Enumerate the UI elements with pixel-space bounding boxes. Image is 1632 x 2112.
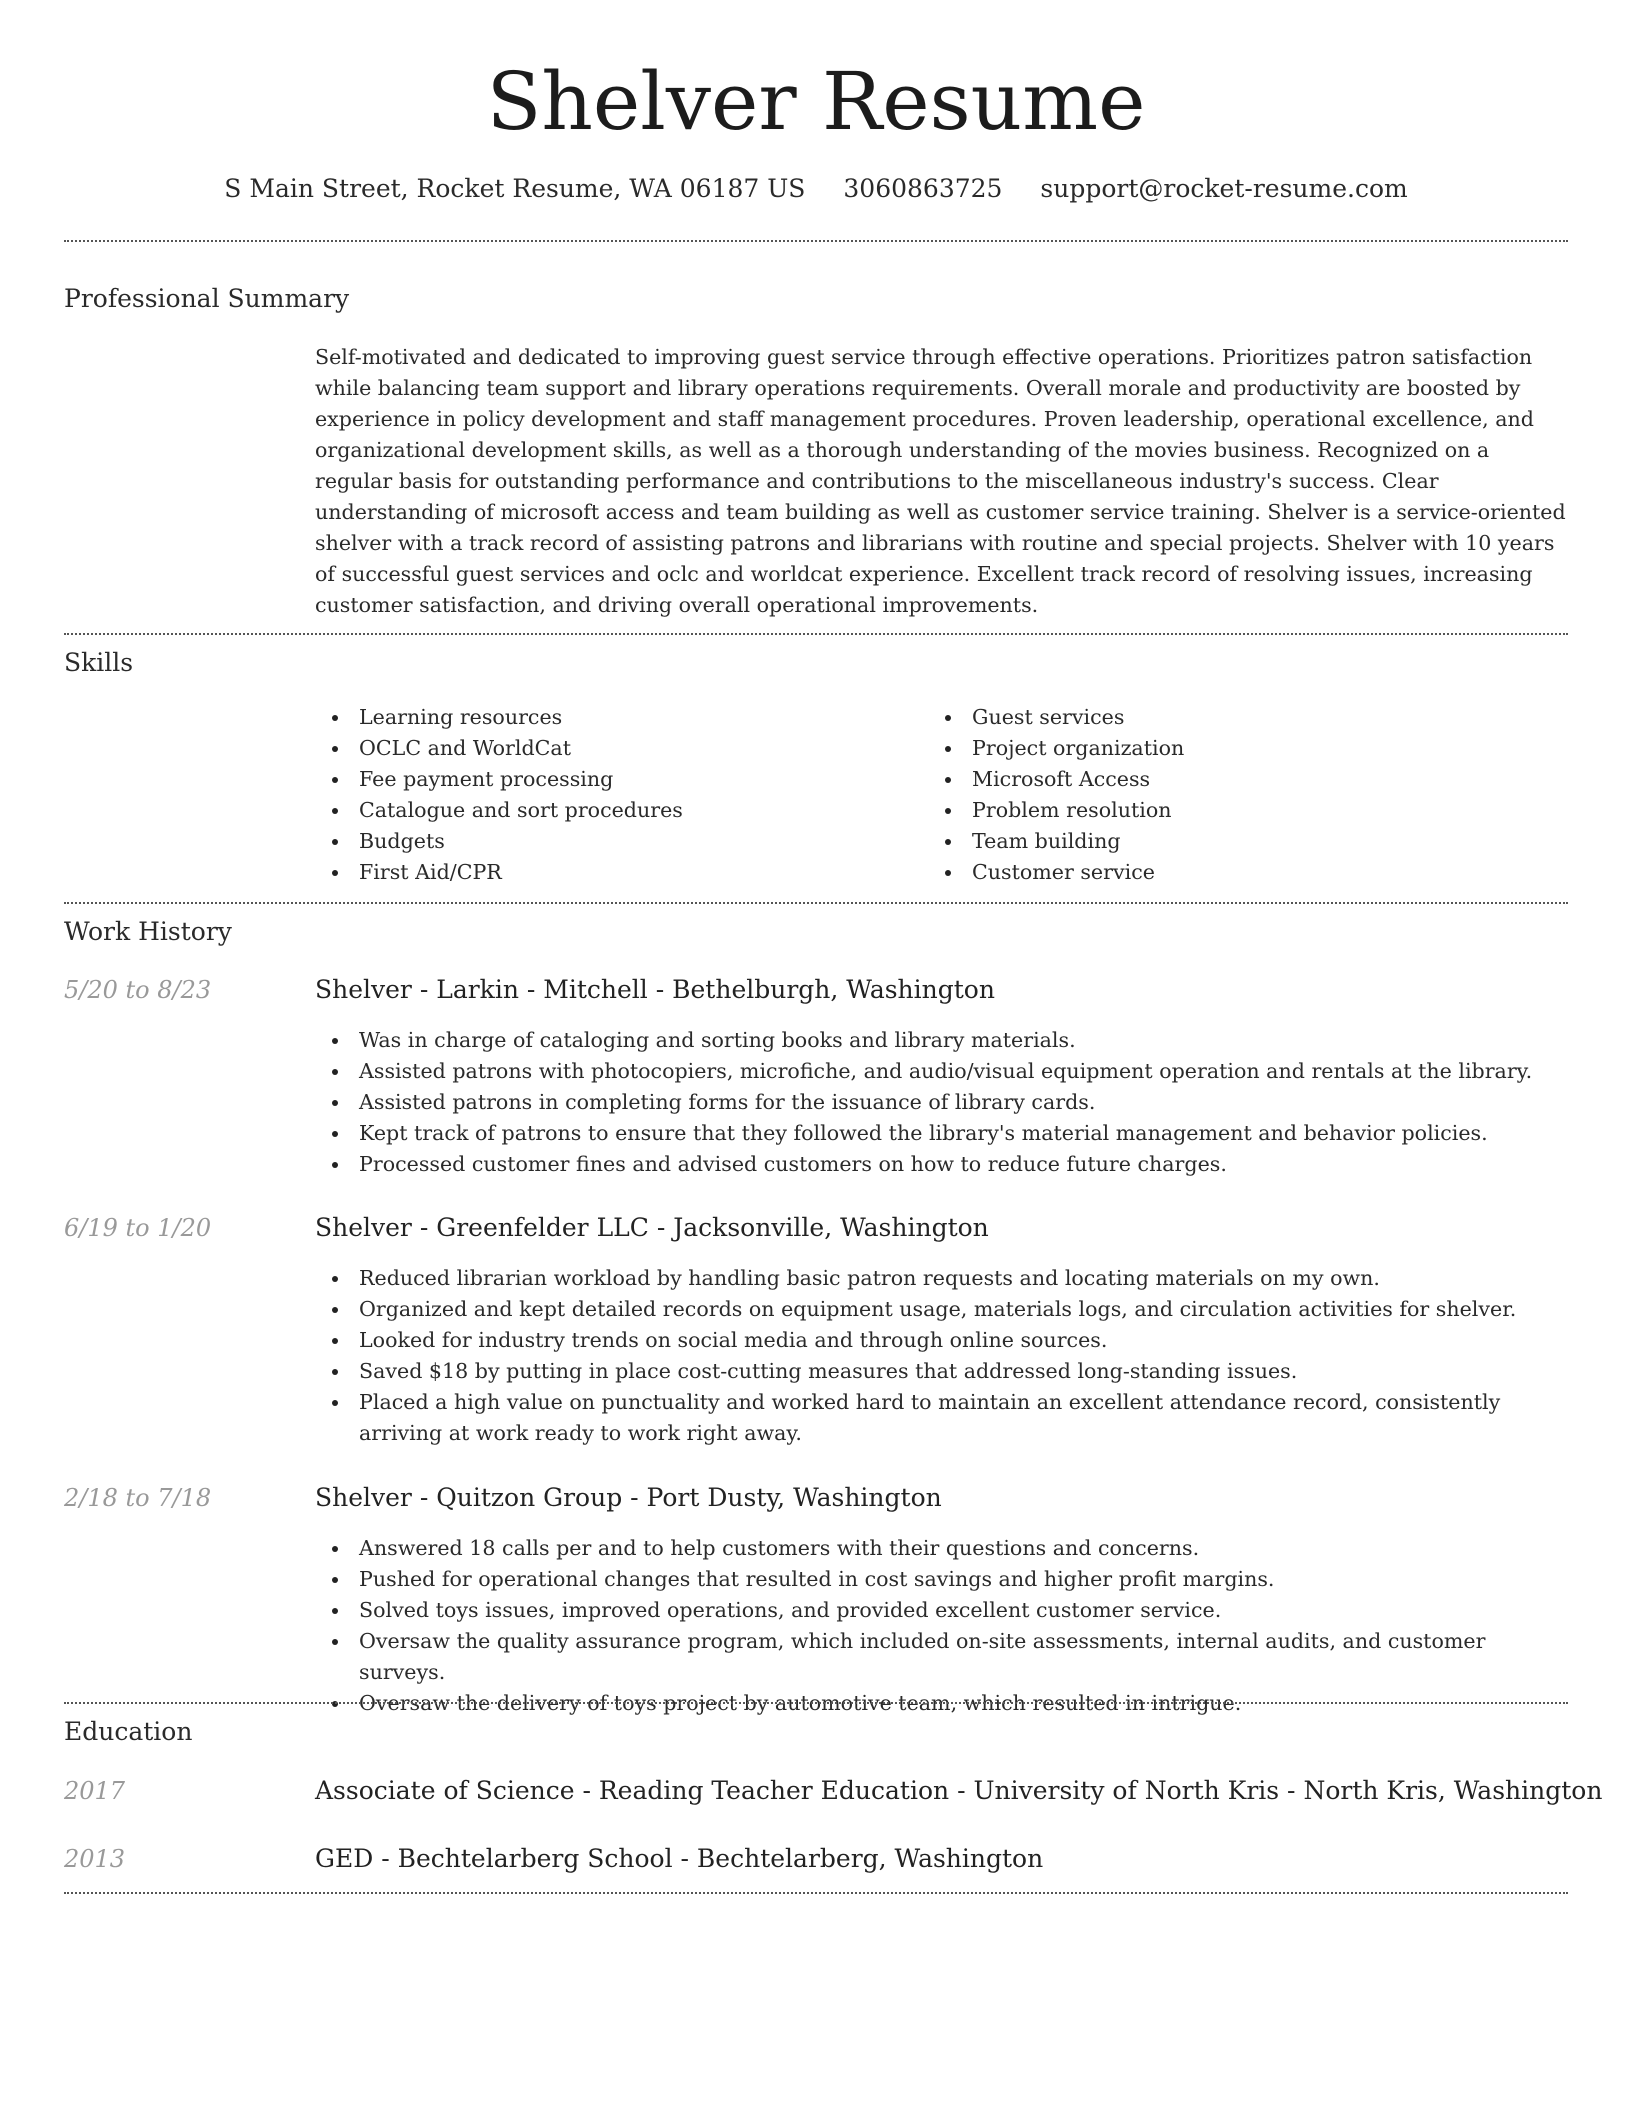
job-bullet: Organized and kept detailed records on equipment usage, materials logs, and circulation activities for shelver. xyxy=(315,1294,1568,1325)
job-bullet: Kept track of patrons to ensure that they followed the library's material management and behavior policies. xyxy=(315,1118,1568,1149)
skill-item: Microsoft Access xyxy=(928,764,1528,795)
skill-item: Project organization xyxy=(928,733,1528,764)
divider xyxy=(64,633,1568,635)
skill-item: Team building xyxy=(928,826,1528,857)
education-year: 2017 xyxy=(64,1777,126,1805)
contact-line xyxy=(0,172,1632,206)
job-bullets xyxy=(315,1533,1568,1719)
skill-item: Catalogue and sort procedures xyxy=(315,795,915,826)
resume-title: Shelver Resume xyxy=(486,55,1146,148)
contact-phone: 3060863725 xyxy=(843,174,1003,203)
job-bullet: Pushed for operational changes that resulted in cost savings and higher profit margins. xyxy=(315,1564,1568,1595)
divider xyxy=(64,240,1568,242)
job-bullet: Solved toys issues, improved operations, and provided excellent customer service. xyxy=(315,1595,1568,1626)
divider xyxy=(64,902,1568,904)
skill-item: First Aid/CPR xyxy=(315,857,915,888)
skills-list-right xyxy=(928,702,1528,888)
job-bullet: Saved $18 by putting in place cost-cutting measures that addressed long-standing issues. xyxy=(315,1356,1568,1387)
job-title: Shelver - Greenfelder LLC - Jacksonville, Washington xyxy=(315,1213,989,1242)
job-bullet: Placed a high value on punctuality and worked hard to maintain an excellent attendance record, consistently arriving at work ready to work right away. xyxy=(315,1387,1568,1449)
divider xyxy=(64,1892,1568,1894)
skill-item: OCLC and WorldCat xyxy=(315,733,915,764)
section-title-summary: Professional Summary xyxy=(64,284,350,313)
job-bullet: Oversaw the delivery of toys project by automotive team, which resulted in intrigue. xyxy=(315,1688,1568,1719)
skill-item: Customer service xyxy=(928,857,1528,888)
contact-address: S Main Street, Rocket Resume, WA 06187 US xyxy=(224,174,806,203)
job-bullet: Looked for industry trends on social media and through online sources. xyxy=(315,1325,1568,1356)
job-bullet: Oversaw the quality assurance program, which included on-site assessments, internal audits, and customer surveys. xyxy=(315,1626,1568,1688)
job-bullets xyxy=(315,1263,1568,1449)
skill-item: Budgets xyxy=(315,826,915,857)
job-title: Shelver - Larkin - Mitchell - Bethelburgh, Washington xyxy=(315,975,995,1004)
job-bullet: Processed customer fines and advised customers on how to reduce future charges. xyxy=(315,1149,1568,1180)
job-dates: 5/20 to 8/23 xyxy=(64,976,212,1004)
job-dates: 2/18 to 7/18 xyxy=(64,1484,212,1512)
job-bullet: Assisted patrons with photocopiers, microfiche, and audio/visual equipment operation and rentals at the library. xyxy=(315,1056,1568,1087)
skill-item: Fee payment processing xyxy=(315,764,915,795)
job-bullet: Answered 18 calls per and to help customers with their questions and concerns. xyxy=(315,1533,1568,1564)
divider xyxy=(64,1702,1568,1704)
job-title: Shelver - Quitzon Group - Port Dusty, Washington xyxy=(315,1483,942,1512)
job-bullet: Assisted patrons in completing forms for the issuance of library cards. xyxy=(315,1087,1568,1118)
skill-item: Learning resources xyxy=(315,702,915,733)
job-bullet: Was in charge of cataloging and sorting books and library materials. xyxy=(315,1025,1568,1056)
education-entry: Associate of Science - Reading Teacher Education - University of North Kris - North Kris, Washington xyxy=(315,1776,1603,1805)
skill-item: Problem resolution xyxy=(928,795,1528,826)
summary-text: Self-motivated and dedicated to improving guest service through effective operations. Prioritizes patron satisfaction while balancing team support and library operations requirements. Overall morale and productivity are boosted by experience in policy development and staff management procedures. Proven leadership, operational excellence, and organizational development skills, as well as a thorough understanding of the movies business. Recognized on a regular basis for outstanding performance and contributions to the miscellaneous industry's success. Clear understanding of microsoft access and team building as well as customer service training. Shelver is a service-oriented shelver with a track record of assisting patrons and librarians with routine and special projects. Shelver with 10 years of successful guest services and oclc and worldcat experience. Excellent track record of resolving issues, increasing customer satisfaction, and driving overall operational improvements. xyxy=(315,345,1566,617)
section-title-education: Education xyxy=(64,1717,193,1746)
skill-item: Guest services xyxy=(928,702,1528,733)
job-dates: 6/19 to 1/20 xyxy=(64,1214,212,1242)
section-title-work: Work History xyxy=(64,917,232,946)
job-bullets xyxy=(315,1025,1568,1180)
section-title-skills: Skills xyxy=(64,648,134,677)
job-bullet: Reduced librarian workload by handling basic patron requests and locating materials on my own. xyxy=(315,1263,1568,1294)
contact-email: support@rocket-resume.com xyxy=(1040,174,1408,203)
skills-list-left xyxy=(315,702,915,888)
education-year: 2013 xyxy=(64,1845,126,1873)
education-entry: GED - Bechtelarberg School - Bechtelarberg, Washington xyxy=(315,1844,1044,1873)
